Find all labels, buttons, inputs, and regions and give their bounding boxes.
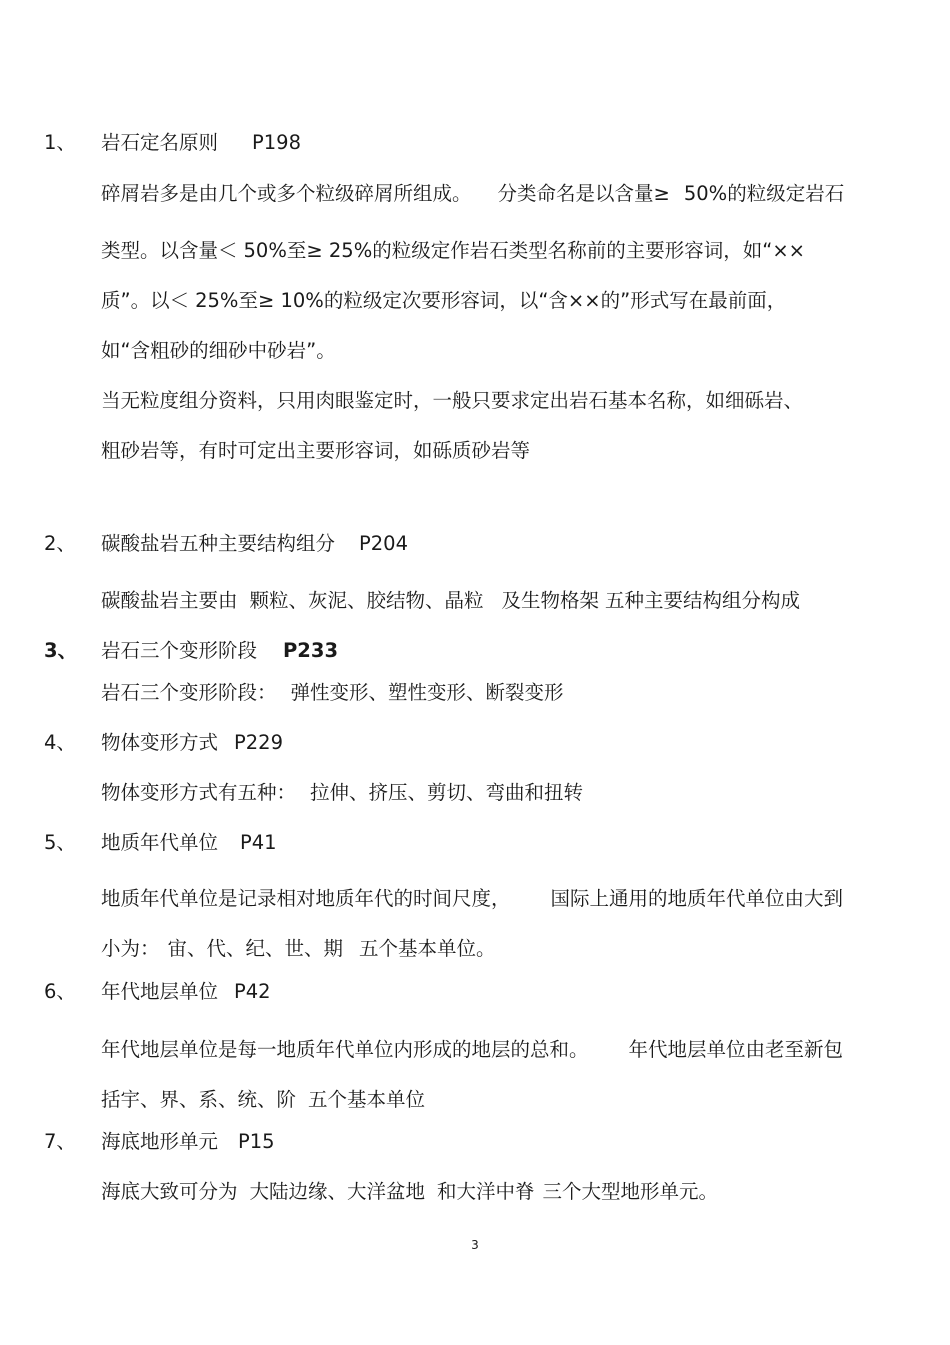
section-4-page-ref: P229 [234,731,283,754]
section-1-heading [101,131,301,155]
section-5-number: 5、 [44,831,76,854]
section-3-line-1 [101,681,564,705]
text-run: 及生物格架 [501,589,600,612]
section-1-title: 岩石定名原则 [101,131,219,154]
text-run: 宙、代、纪、世、期 [167,937,344,960]
text-run: 颗粒、灰泥、胶结物、晶粒 [249,589,484,612]
section-1-line-6: 粗砂岩等，有时可定出主要形容词，如砾质砂岩等 [101,439,531,462]
text-run: 碎屑岩多是由几个或多个粒级碎屑所组成。 [101,182,472,205]
text-run: 海底大致可分为 [101,1180,238,1203]
text-run: 年代地层单位是每一地质年代单位内形成的地层的总和。 [101,1038,589,1061]
section-2-heading [101,532,408,556]
text-run: 弹性变形、塑性变形、断裂变形 [290,681,564,704]
section-5-page-ref: P41 [240,831,277,854]
text-run: 大陆边缘、大洋盆地 [249,1180,426,1203]
section-6-heading [101,980,271,1004]
text-run: 三个大型地形单元。 [542,1180,719,1203]
section-5-line-2 [101,937,496,961]
section-6-line-2 [101,1088,425,1112]
section-1-line-2 [101,239,805,263]
text-run: 50%至≥ 25%的粒级定作岩石类型名称前的主要形容词，如“×× [243,239,806,262]
section-1-page-ref: P198 [252,131,301,154]
section-4-title: 物体变形方式 [101,731,219,754]
text-run: 分类命名是以含量≥ [497,182,670,205]
text-run: 年代地层单位由老至新包 [628,1038,844,1061]
section-5-title: 地质年代单位 [101,831,219,854]
section-2-page-ref: P204 [359,532,408,555]
section-6-title: 年代地层单位 [101,980,219,1003]
section-7-page-ref: P15 [238,1130,275,1153]
section-3-number: 3、 [44,639,78,662]
section-5-line-1 [101,887,843,911]
section-6-number: 6、 [44,980,76,1003]
section-4-number: 4、 [44,731,76,754]
text-run: 50%的粒级定岩石 [683,182,845,205]
section-7-title: 海底地形单元 [101,1130,219,1153]
section-1-line-3 [101,289,786,313]
text-run: 五个基本单位 [308,1088,426,1111]
section-3-heading [101,639,338,663]
text-run: 五个基本单位。 [359,937,496,960]
text-run: 地质年代单位是记录相对地质年代的时间尺度， [101,887,511,910]
section-2-title: 碳酸盐岩五种主要结构组分 [101,532,336,555]
section-2-number: 2、 [44,532,76,555]
text-run: 小为： [101,937,160,960]
text-run: 国际上通用的地质年代单位由大到 [550,887,844,910]
page-number: 3 [471,1238,479,1252]
section-1-number: 1、 [44,131,76,154]
section-1-line-4: 如“含粗砂的细砂中砂岩”。 [101,339,336,362]
section-6-page-ref: P42 [234,980,271,1003]
section-1-line-1 [101,182,844,206]
text-run: 和大洋中脊 [437,1180,535,1203]
section-7-heading [101,1130,275,1154]
section-3-title: 岩石三个变形阶段 [101,639,258,662]
section-4-line-1 [101,781,583,805]
text-run: 碳酸盐岩主要由 [101,589,238,612]
text-run: 五种主要结构组分构成 [605,589,801,612]
text-run: 岩石三个变形阶段： [101,681,277,704]
section-3-page-ref: P233 [283,639,339,662]
section-4-heading [101,731,283,755]
text-run: 类型。以含量＜ [101,239,238,262]
text-run: 质”。以＜ [101,289,190,312]
text-run: 25%至≥ 10%的粒级定次要形容词，以“含××的”形式写在最前面， [195,289,787,312]
section-2-line-1 [101,589,800,613]
text-run: 括宇、界、系、统、阶 [101,1088,297,1111]
section-7-number: 7、 [44,1130,76,1153]
section-1-line-5: 当无粒度组分资料，只用肉眼鉴定时，一般只要求定出岩石基本名称，如细砾岩、 [101,389,804,412]
text-run: 物体变形方式有五种： [101,781,297,804]
text-run: 拉伸、挤压、剪切、弯曲和扭转 [310,781,584,804]
section-6-line-1 [101,1038,843,1062]
section-5-heading [101,831,277,855]
section-7-line-1 [101,1180,718,1204]
